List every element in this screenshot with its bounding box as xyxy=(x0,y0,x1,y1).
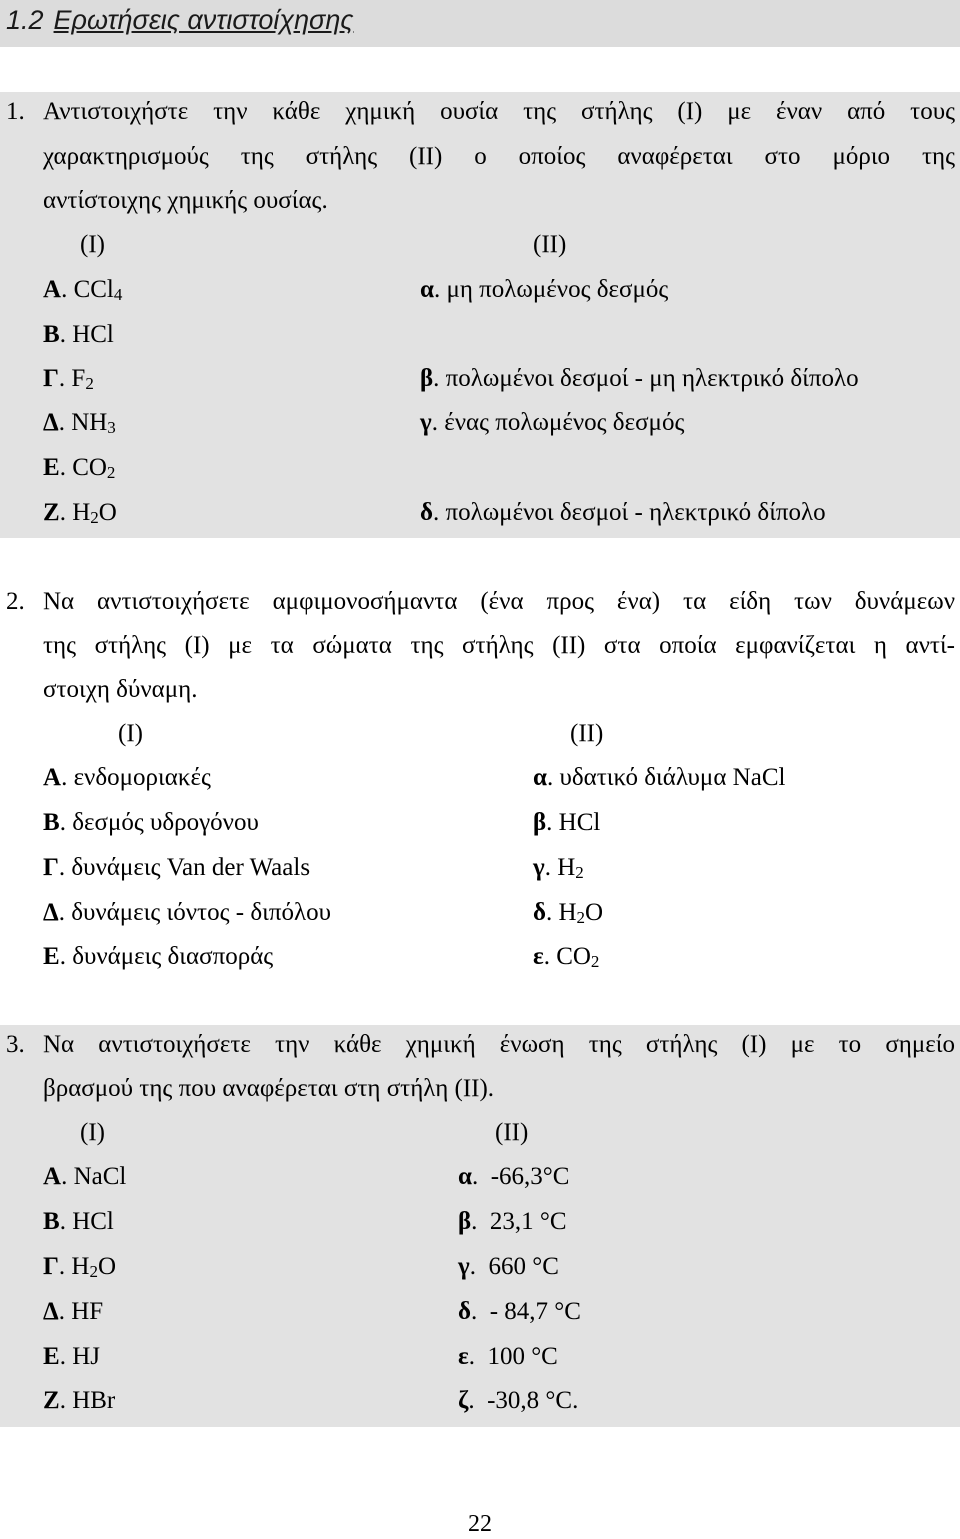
q2-text-line1: Να αντιστοιχήσετε αμφιμονοσήμαντα (ένα προς ένα) τα είδη των δυνάμεων xyxy=(43,588,955,615)
q2-text-line3: στοιχη δύναμη. xyxy=(43,676,198,703)
q2-col2-header: (ΙΙ) xyxy=(570,720,604,747)
q1-number: 1. xyxy=(6,98,25,125)
q1-left-item: Ζ. $H_2O$ xyxy=(43,499,117,527)
q3-left-item: Γ. $H_2O$ xyxy=(43,1253,117,1281)
q3-left-item: Β. HCl xyxy=(43,1208,114,1235)
q1-text-line2: χαρακτηρισμούς της στήλης (ΙΙ) ο οποίος αναφέρεται στο μόριο της xyxy=(43,143,955,170)
q2-text-line2: της στήλης (Ι) με τα σώματα της στήλης (ΙΙ) στα οποία εμφανίζεται η αντί- xyxy=(43,632,955,659)
q3-right-item: ε. 100 °C xyxy=(458,1343,558,1370)
q1-right-item: β. πολωμένοι δεσμοί - μη ηλεκτρικό δίπολο xyxy=(420,365,859,392)
q3-col2-header: (ΙΙ) xyxy=(495,1119,529,1146)
q2-left-item: Ε. δυνάμεις διασποράς xyxy=(43,943,274,970)
section-header xyxy=(0,0,960,47)
q3-right-item: α. -66,3°C xyxy=(458,1163,570,1190)
q3-right-item: ζ. -30,8 °C. xyxy=(458,1387,579,1414)
q3-right-item: δ. - 84,7 °C xyxy=(458,1298,581,1325)
q3-left-item: Α. NaCl xyxy=(43,1163,127,1190)
q2-number: 2. xyxy=(6,588,25,615)
q1-left-item: Β. HCl xyxy=(43,321,114,348)
q1-right-item: γ. ένας πολωμένος δεσμός xyxy=(420,409,685,436)
q3-text-line2: βρασμού της που αναφέρεται στη στήλη (ΙΙ). xyxy=(43,1075,495,1102)
q2-left-item: Δ. δυνάμεις ιόντος - διπόλου xyxy=(43,899,331,926)
q3-right-item: γ. 660 °C xyxy=(458,1253,559,1280)
q3-right-item: β. 23,1 °C xyxy=(458,1208,567,1235)
page-number: 22 xyxy=(468,1511,492,1537)
q1-col2-header: (ΙΙ) xyxy=(533,231,567,258)
q2-right-item: γ. $H_2$ xyxy=(533,854,584,882)
q1-text-line3: αντίστοιχης χημικής ουσίας. xyxy=(43,187,328,214)
q3-number: 3. xyxy=(6,1031,25,1058)
q2-left-item: Β. δεσμός υδρογόνου xyxy=(43,809,259,836)
q1-text-line1: Αντιστοιχήστε την κάθε χημική ουσία της στήλης (Ι) με έναν από τους xyxy=(43,98,955,125)
q1-left-item: Δ. $NH_3$ xyxy=(43,409,116,437)
q2-right-item: δ. $H_2O$ xyxy=(533,899,604,927)
q3-col1-header: (Ι) xyxy=(80,1119,105,1146)
q3-left-item: Ε. HJ xyxy=(43,1343,100,1370)
q1-right-item: α. μη πολωμένος δεσμός xyxy=(420,276,669,303)
q1-col1-header: (Ι) xyxy=(80,231,105,258)
section-title: 1.2 Ερωτήσεις αντιστοίχησης xyxy=(6,5,354,35)
q2-right-item: β. HCl xyxy=(533,809,601,836)
q3-left-item: Δ. HF xyxy=(43,1298,104,1325)
q2-right-item: α. υδατικό διάλυμα NaCl xyxy=(533,764,786,791)
q2-left-item: Γ. δυνάμεις Van der Waals xyxy=(43,854,311,881)
q2-left-item: Α. ενδομοριακές xyxy=(43,764,211,791)
q2-col1-header: (Ι) xyxy=(118,720,143,747)
q1-left-item: Α. CCl$_4$ xyxy=(43,276,123,304)
q1-right-item: δ. πολωμένοι δεσμοί - ηλεκτρικό δίπολο xyxy=(420,499,826,526)
q3-text-line1: Να αντιστοιχήσετε την κάθε χημική ένωση της στήλης (Ι) με το σημείο xyxy=(43,1031,955,1058)
q2-right-item: ε. $CO_2$ xyxy=(533,943,600,971)
q3-left-item: Ζ. HBr xyxy=(43,1387,116,1414)
q1-left-item: Γ. $F_2$ xyxy=(43,365,94,393)
q1-left-item: Ε. $CO_2$ xyxy=(43,454,116,482)
